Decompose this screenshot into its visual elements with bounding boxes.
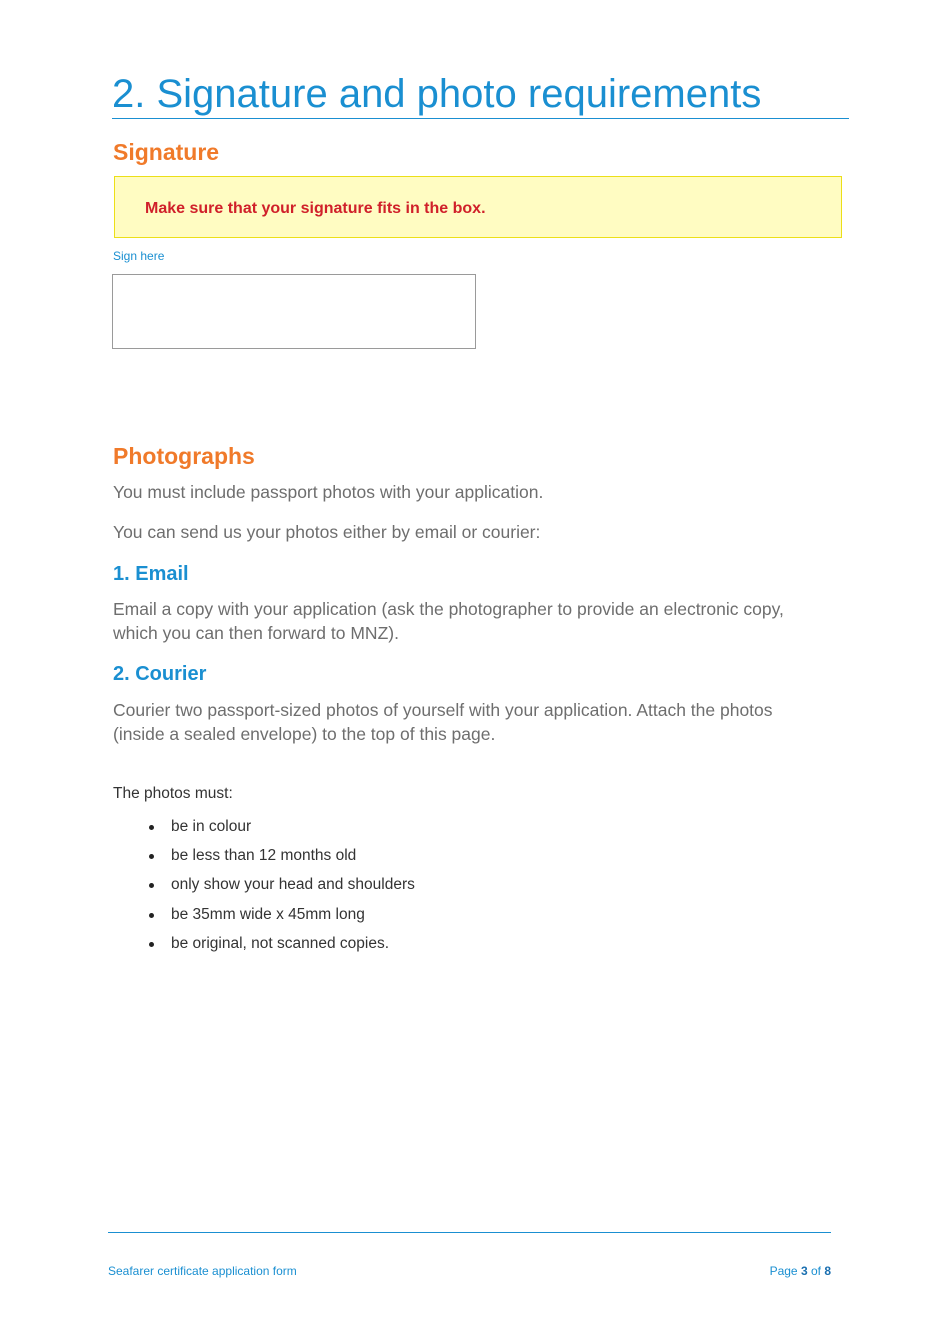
bullet-icon	[149, 883, 154, 888]
photographs-methods-intro: You can send us your photos either by email or courier:	[113, 522, 541, 542]
list-item	[147, 817, 415, 846]
email-text: Email a copy with your application (ask the photographer to provide an electronic copy, which you can then forward to MNZ).	[113, 599, 784, 643]
bullet-icon	[149, 942, 154, 947]
footer-divider	[108, 1232, 831, 1233]
requirements-intro: The photos must:	[113, 785, 233, 802]
signature-heading: Signature	[113, 139, 220, 165]
email-heading: 1. Email	[113, 563, 189, 585]
list-item	[147, 846, 415, 875]
list-item	[147, 875, 415, 904]
footer-form-name: Seafarer certificate application form	[108, 1264, 297, 1278]
page-title: 2. Signature and photo requirements	[112, 72, 762, 116]
signature-notice-box	[114, 176, 842, 238]
page-of: of	[807, 1264, 825, 1278]
requirement-text: be 35mm wide x 45mm long	[171, 905, 365, 923]
list-item	[147, 934, 415, 963]
photographs-intro: You must include passport photos with your application.	[113, 482, 544, 502]
title-divider	[112, 118, 849, 119]
page-prefix: Page	[769, 1264, 801, 1278]
bullet-icon	[149, 825, 154, 830]
sign-here-label: Sign here	[113, 249, 165, 263]
requirements-list	[147, 817, 415, 963]
courier-text: Courier two passport-sized photos of yourself with your application. Attach the photos (inside a sealed envelope) to the top of this page.	[113, 700, 773, 744]
footer-page-number	[770, 1264, 831, 1278]
page-current: 3	[800, 1264, 808, 1278]
requirement-text: be original, not scanned copies.	[171, 934, 390, 952]
requirement-text: be less than 12 months old	[171, 847, 357, 865]
courier-heading: 2. Courier	[113, 663, 207, 685]
bullet-icon	[149, 913, 154, 918]
signature-notice-text: Make sure that your signature fits in the box.	[145, 200, 486, 217]
signature-box[interactable]	[112, 274, 476, 349]
bullet-icon	[149, 854, 154, 859]
list-item	[147, 905, 415, 934]
requirement-text: be in colour	[171, 818, 252, 835]
requirement-text: only show your head and shoulders	[171, 876, 415, 894]
page-total: 8	[824, 1264, 831, 1278]
photographs-heading: Photographs	[113, 443, 255, 469]
